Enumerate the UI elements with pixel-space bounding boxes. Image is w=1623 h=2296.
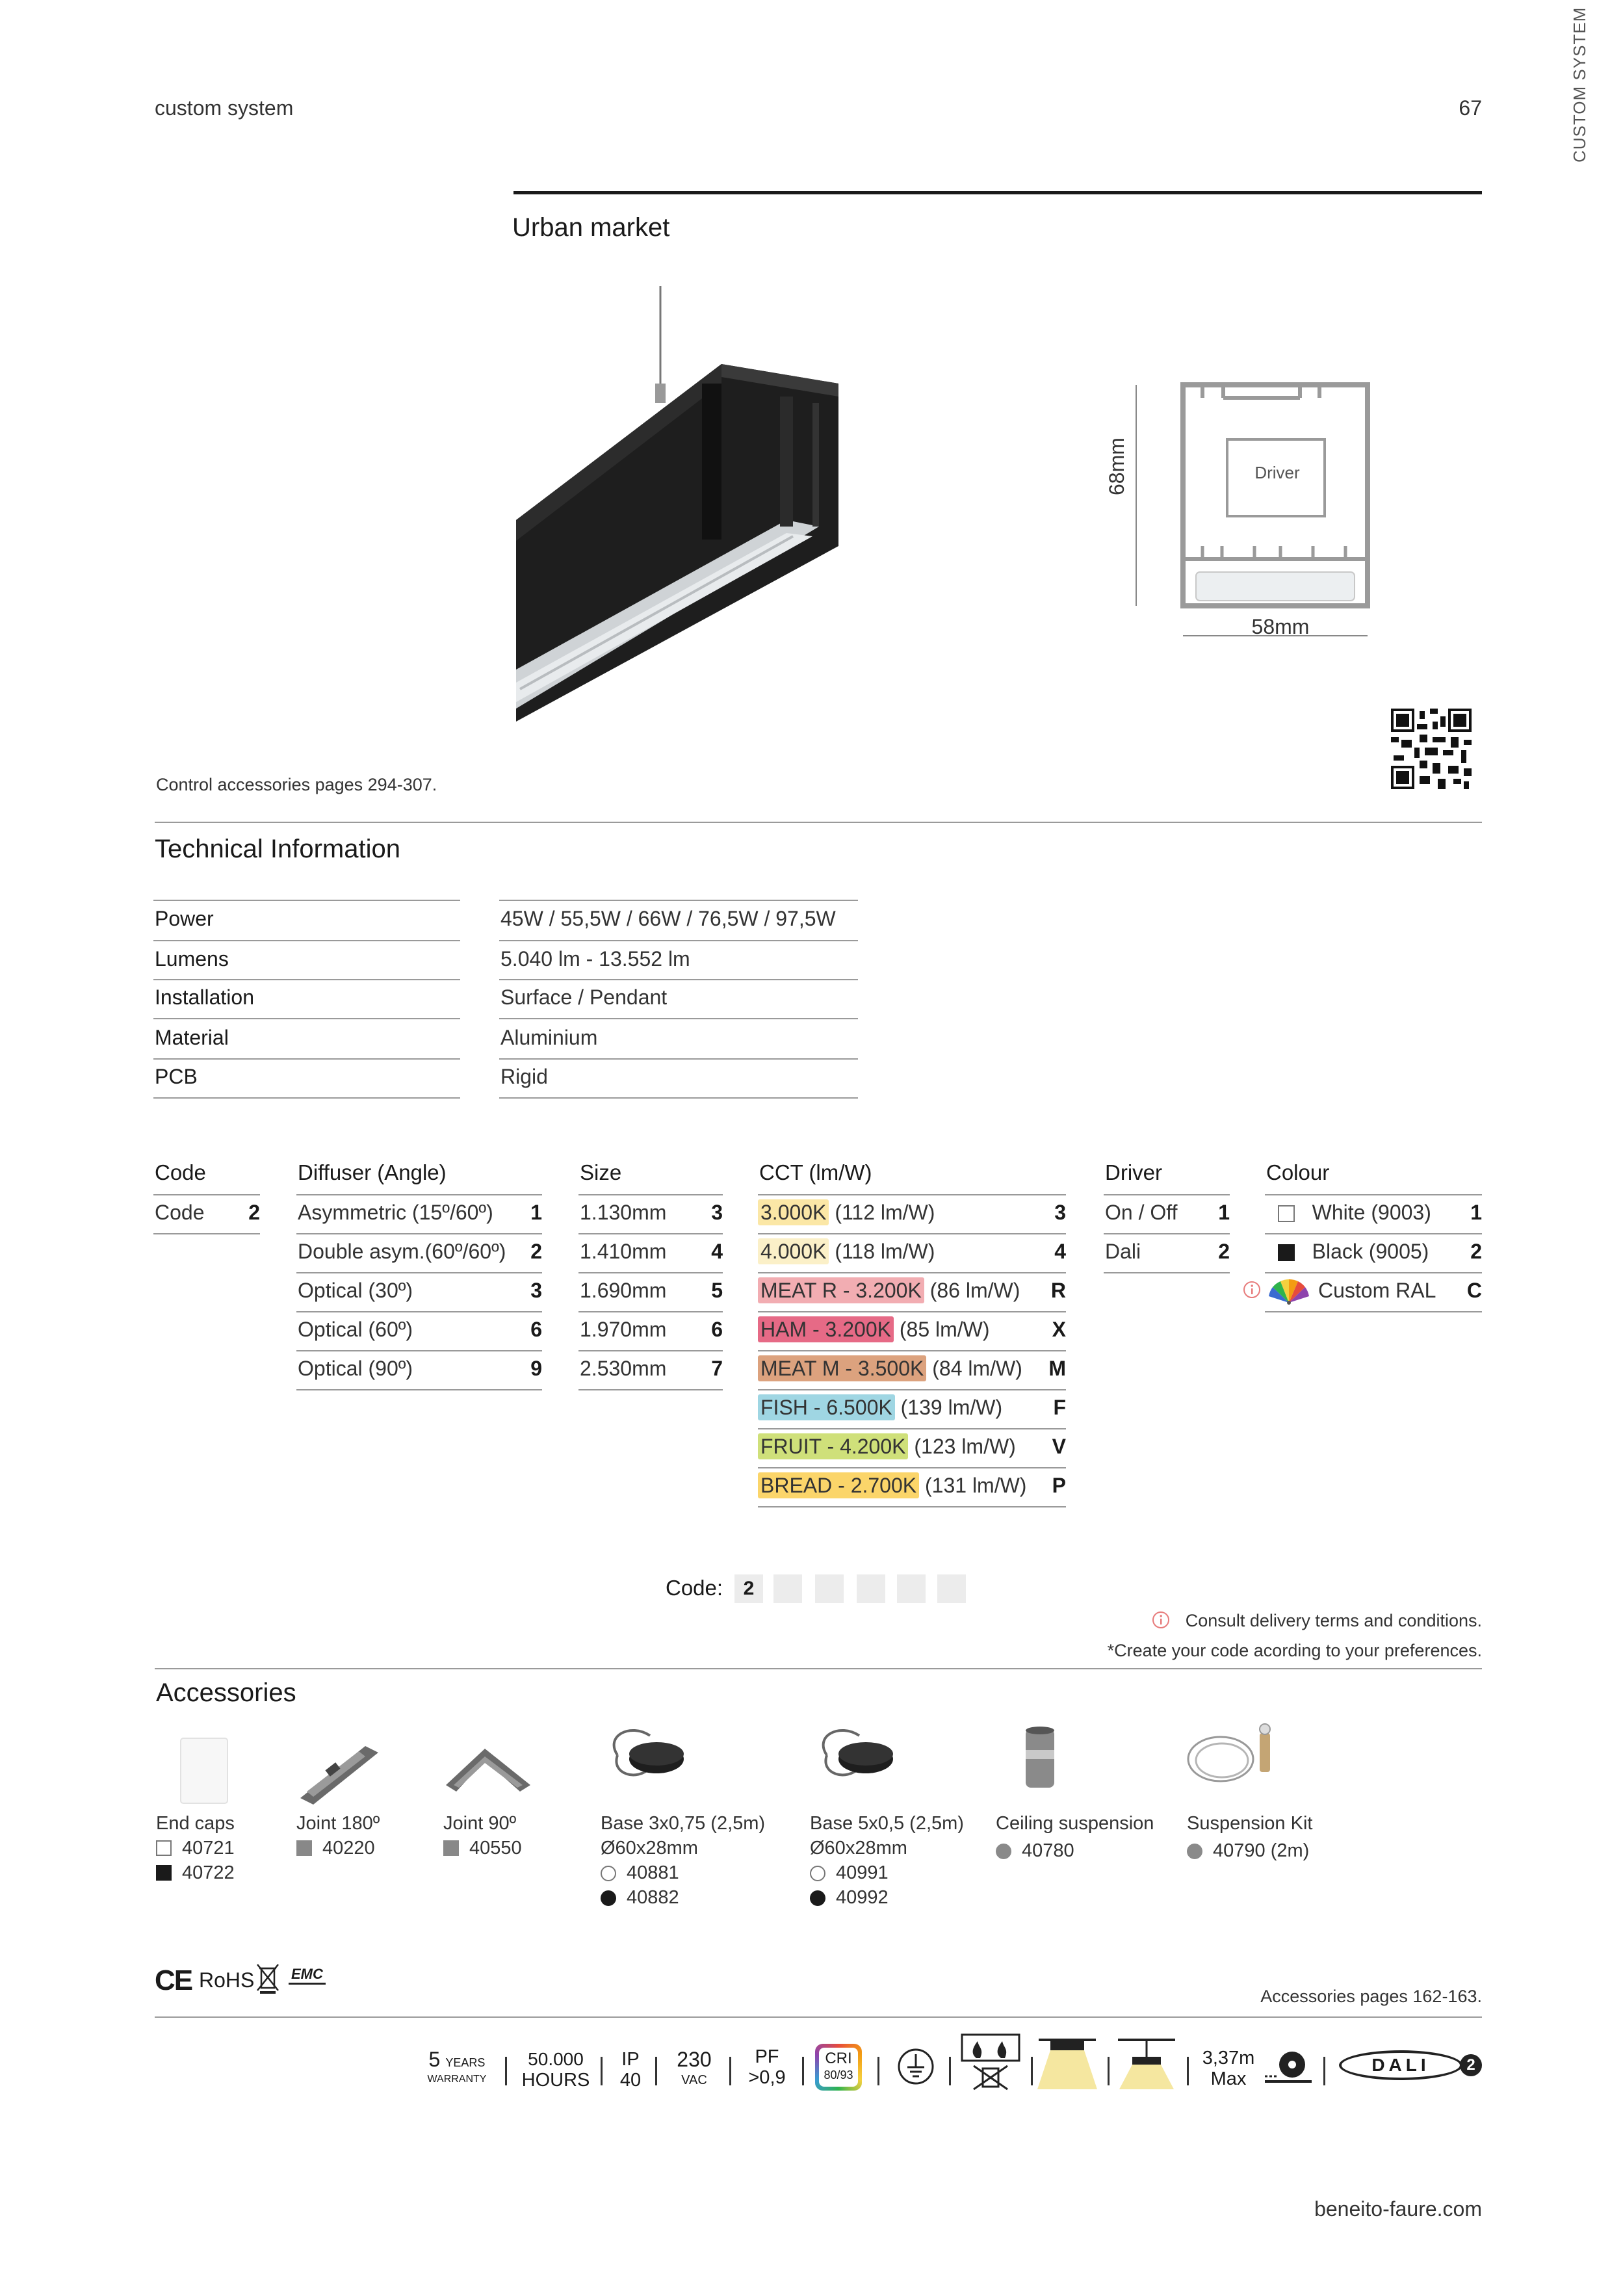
tech-value-lumens: 5.040 lm - 13.552 lm [500,947,690,971]
hours-badge: 50.000 HOURS [521,2049,590,2091]
end-cap-image [179,1737,229,1805]
col-header-code: Code [155,1160,206,1184]
square-grey-marker [443,1840,459,1856]
earth-ground-icon [897,2048,935,2085]
col-header-size: Size [580,1160,622,1184]
control-note: Control accessories pages 294-307. [156,775,437,794]
dot-white-marker [601,1866,616,1881]
accessories-title: Accessories [156,1678,296,1707]
cct-efficacy: (139 lm/W) [900,1396,1003,1419]
diffuser-code: 6 [530,1318,542,1341]
diffuser-option: Double asym.(60º/60º) [298,1240,506,1263]
cct-efficacy: (86 lm/W) [929,1279,1020,1302]
tech-label-pcb: PCB [155,1065,198,1088]
square-white-marker [156,1840,172,1856]
colour-option: Custom RAL [1318,1279,1436,1302]
tech-value-installation: Surface / Pendant [500,985,668,1009]
accessory-ref: 40882 [627,1887,679,1908]
surface-mount-icon [1036,2037,1098,2091]
max-length-badge: 3,37m Max [1202,2048,1255,2089]
qr-code[interactable] [1391,709,1472,789]
col-header-cct: CCT (lm/W) [759,1160,872,1184]
cct-code: V [1052,1435,1066,1458]
create-note: *Create your code acording to your preferences. [1107,1641,1482,1660]
cct-option: MEAT M - 3.500K [758,1355,926,1381]
dali-version-badge: 2 [1460,2054,1482,2076]
accessory-name: Joint 90º [443,1813,517,1834]
size-code: 7 [711,1357,723,1380]
cct-option: MEAT R - 3.200K [758,1277,924,1303]
col-header-driver: Driver [1105,1160,1162,1184]
voltage-badge: 230 VAC [677,2048,712,2087]
page-number: 67 [1459,96,1482,120]
dot-black-marker [601,1890,616,1906]
joint-90-image [439,1740,537,1805]
info-icon [1152,1611,1170,1629]
diffuser-option: Optical (30º) [298,1279,413,1302]
size-code: 4 [711,1240,723,1263]
website-link[interactable]: beneito-faure.com [1314,2197,1482,2221]
cct-option: HAM - 3.200K [758,1316,894,1342]
size-option: 1.970mm [580,1318,667,1341]
cri-badge: CRI 80/93 [815,2044,862,2091]
dot-grey-marker [1187,1844,1202,1859]
code-label: Code [155,1201,205,1224]
dot-grey-marker [996,1844,1011,1859]
square-black-marker [156,1865,172,1881]
accessories-pages-note: Accessories pages 162-163. [1260,1987,1482,2006]
pendant-mount-icon [1115,2037,1178,2091]
tech-label-material: Material [155,1026,229,1049]
ip-badge: IP 40 [619,2049,642,2091]
fire-rating-icon [961,2033,1020,2092]
ral-fan-icon [1266,1277,1312,1305]
driver-code: 2 [1218,1240,1230,1263]
joint-180-image [294,1740,385,1805]
warranty-badge: 5 YEARS WARRANTY [427,2048,487,2085]
cct-efficacy: (84 lm/W) [932,1357,1022,1380]
accessory-name: End caps [156,1813,235,1834]
white-swatch [1278,1205,1295,1222]
accessory-ref: 40550 [469,1838,522,1859]
cct-efficacy: (123 lm/W) [914,1435,1016,1458]
cct-option: 4.000K [758,1238,829,1264]
accessory-ref: 40780 [1022,1840,1074,1861]
tech-label-lumens: Lumens [155,947,229,971]
size-option: 2.530mm [580,1357,667,1380]
accessory-name: Base 5x0,5 (2,5m) [810,1813,964,1834]
title-rule [513,191,1482,194]
accessory-size: Ø60x28mm [810,1838,907,1859]
product-name: Urban market [512,213,670,242]
diffuser-option: Asymmetric (15º/60º) [298,1201,493,1224]
diffuser-option: Optical (60º) [298,1318,413,1341]
tech-label-installation: Installation [155,985,254,1009]
cct-code: X [1052,1318,1066,1341]
accessory-name: Ceiling suspension [996,1813,1154,1834]
cct-efficacy: (112 lm/W) [835,1201,935,1224]
diffuser-code: 2 [530,1240,542,1263]
cct-option: BREAD - 2.700K [758,1472,919,1498]
accessory-name: Joint 180º [296,1813,380,1834]
accessory-size: Ø60x28mm [601,1838,698,1859]
size-option: 1.130mm [580,1201,667,1224]
diffuser-code: 9 [530,1357,542,1380]
driver-option: Dali [1105,1240,1141,1263]
dali-logo: DALI [1339,2050,1462,2080]
dot-white-marker [810,1866,825,1881]
profile-drawing [1105,377,1378,650]
luminaire-image [507,286,845,728]
suspension-kit-image [1183,1720,1280,1798]
base-5x05-image [814,1716,898,1794]
code-box-6[interactable] [937,1574,966,1603]
tech-value-power: 45W / 55,5W / 66W / 76,5W / 97,5W [500,907,836,930]
technical-title: Technical Information [155,835,400,863]
ceiling-suspension-image [1020,1724,1059,1795]
rohs-mark: RoHS [199,1968,255,1992]
code-box-4[interactable] [857,1574,885,1603]
size-option: 1.410mm [580,1240,667,1263]
profile-height-label: 68mm [1105,437,1128,495]
cct-efficacy: (118 lm/W) [835,1240,935,1263]
colour-option: Black (9005) [1312,1240,1429,1263]
info-icon [1243,1281,1261,1299]
section-divider [155,822,1482,823]
diffuser-code: 3 [530,1279,542,1302]
colour-code: 2 [1470,1240,1482,1263]
diffuser-code: 1 [530,1201,542,1224]
accessory-ref: 40991 [836,1862,889,1883]
cct-option: FRUIT - 4.200K [758,1433,908,1459]
cut-to-length-icon [1264,2048,1313,2087]
code-box-3[interactable] [815,1574,844,1603]
cct-option: FISH - 6.500K [758,1394,895,1420]
square-grey-marker [296,1840,312,1856]
tech-value-material: Aluminium [500,1026,598,1049]
cct-efficacy: (131 lm/W) [925,1474,1027,1497]
emc-mark: EMC [289,1966,326,1985]
profile-driver-label: Driver [1254,463,1300,482]
diffuser-option: Optical (90º) [298,1357,413,1380]
cct-code: 3 [1054,1201,1066,1224]
base-3x075-image [604,1716,689,1794]
tech-label-power: Power [155,907,214,930]
colour-option: White (9003) [1312,1201,1431,1224]
driver-option: On / Off [1105,1201,1178,1224]
black-swatch [1278,1244,1295,1261]
accessory-ref: 40722 [182,1862,235,1883]
side-tab: CUSTOM SYSTEM [1570,7,1589,163]
ce-mark: CE [155,1964,192,1996]
cct-code: 4 [1054,1240,1066,1263]
col-header-diffuser: Diffuser (Angle) [298,1160,447,1184]
code-box-1[interactable]: 2 [734,1574,763,1603]
delivery-note: Consult delivery terms and conditions. [1185,1611,1482,1630]
driver-code: 1 [1218,1201,1230,1224]
colour-code: C [1466,1279,1482,1302]
code-num: 2 [248,1201,260,1224]
code-box-5[interactable] [897,1574,926,1603]
accessory-ref: 40790 (2m) [1213,1840,1310,1861]
accessory-ref: 40721 [182,1838,235,1859]
col-header-colour: Colour [1266,1160,1330,1184]
size-code: 6 [711,1318,723,1341]
cct-code: R [1050,1279,1066,1302]
cct-code: F [1053,1396,1066,1419]
profile-width-label: 58mm [1251,615,1310,638]
accessory-ref: 40992 [836,1887,889,1908]
size-option: 1.690mm [580,1279,667,1302]
dot-black-marker [810,1890,825,1906]
header-section: custom system [155,96,294,120]
accessory-name: Suspension Kit [1187,1813,1313,1834]
cct-efficacy: (85 lm/W) [899,1318,990,1341]
code-box-2[interactable] [773,1574,802,1603]
weee-bin-icon [256,1962,279,1994]
cct-code: P [1052,1474,1066,1497]
tech-value-pcb: Rigid [500,1065,548,1088]
power-factor-badge: PF >0,9 [748,2046,786,2088]
colour-code: 1 [1470,1201,1482,1224]
accessory-ref: 40881 [627,1862,679,1883]
cct-option: 3.000K [758,1199,829,1225]
size-code: 3 [711,1201,723,1224]
accessory-name: Base 3x0,75 (2,5m) [601,1813,766,1834]
cct-code: M [1048,1357,1066,1380]
accessory-ref: 40220 [322,1838,375,1859]
size-code: 5 [711,1279,723,1302]
code-builder-label: Code: [666,1576,723,1600]
